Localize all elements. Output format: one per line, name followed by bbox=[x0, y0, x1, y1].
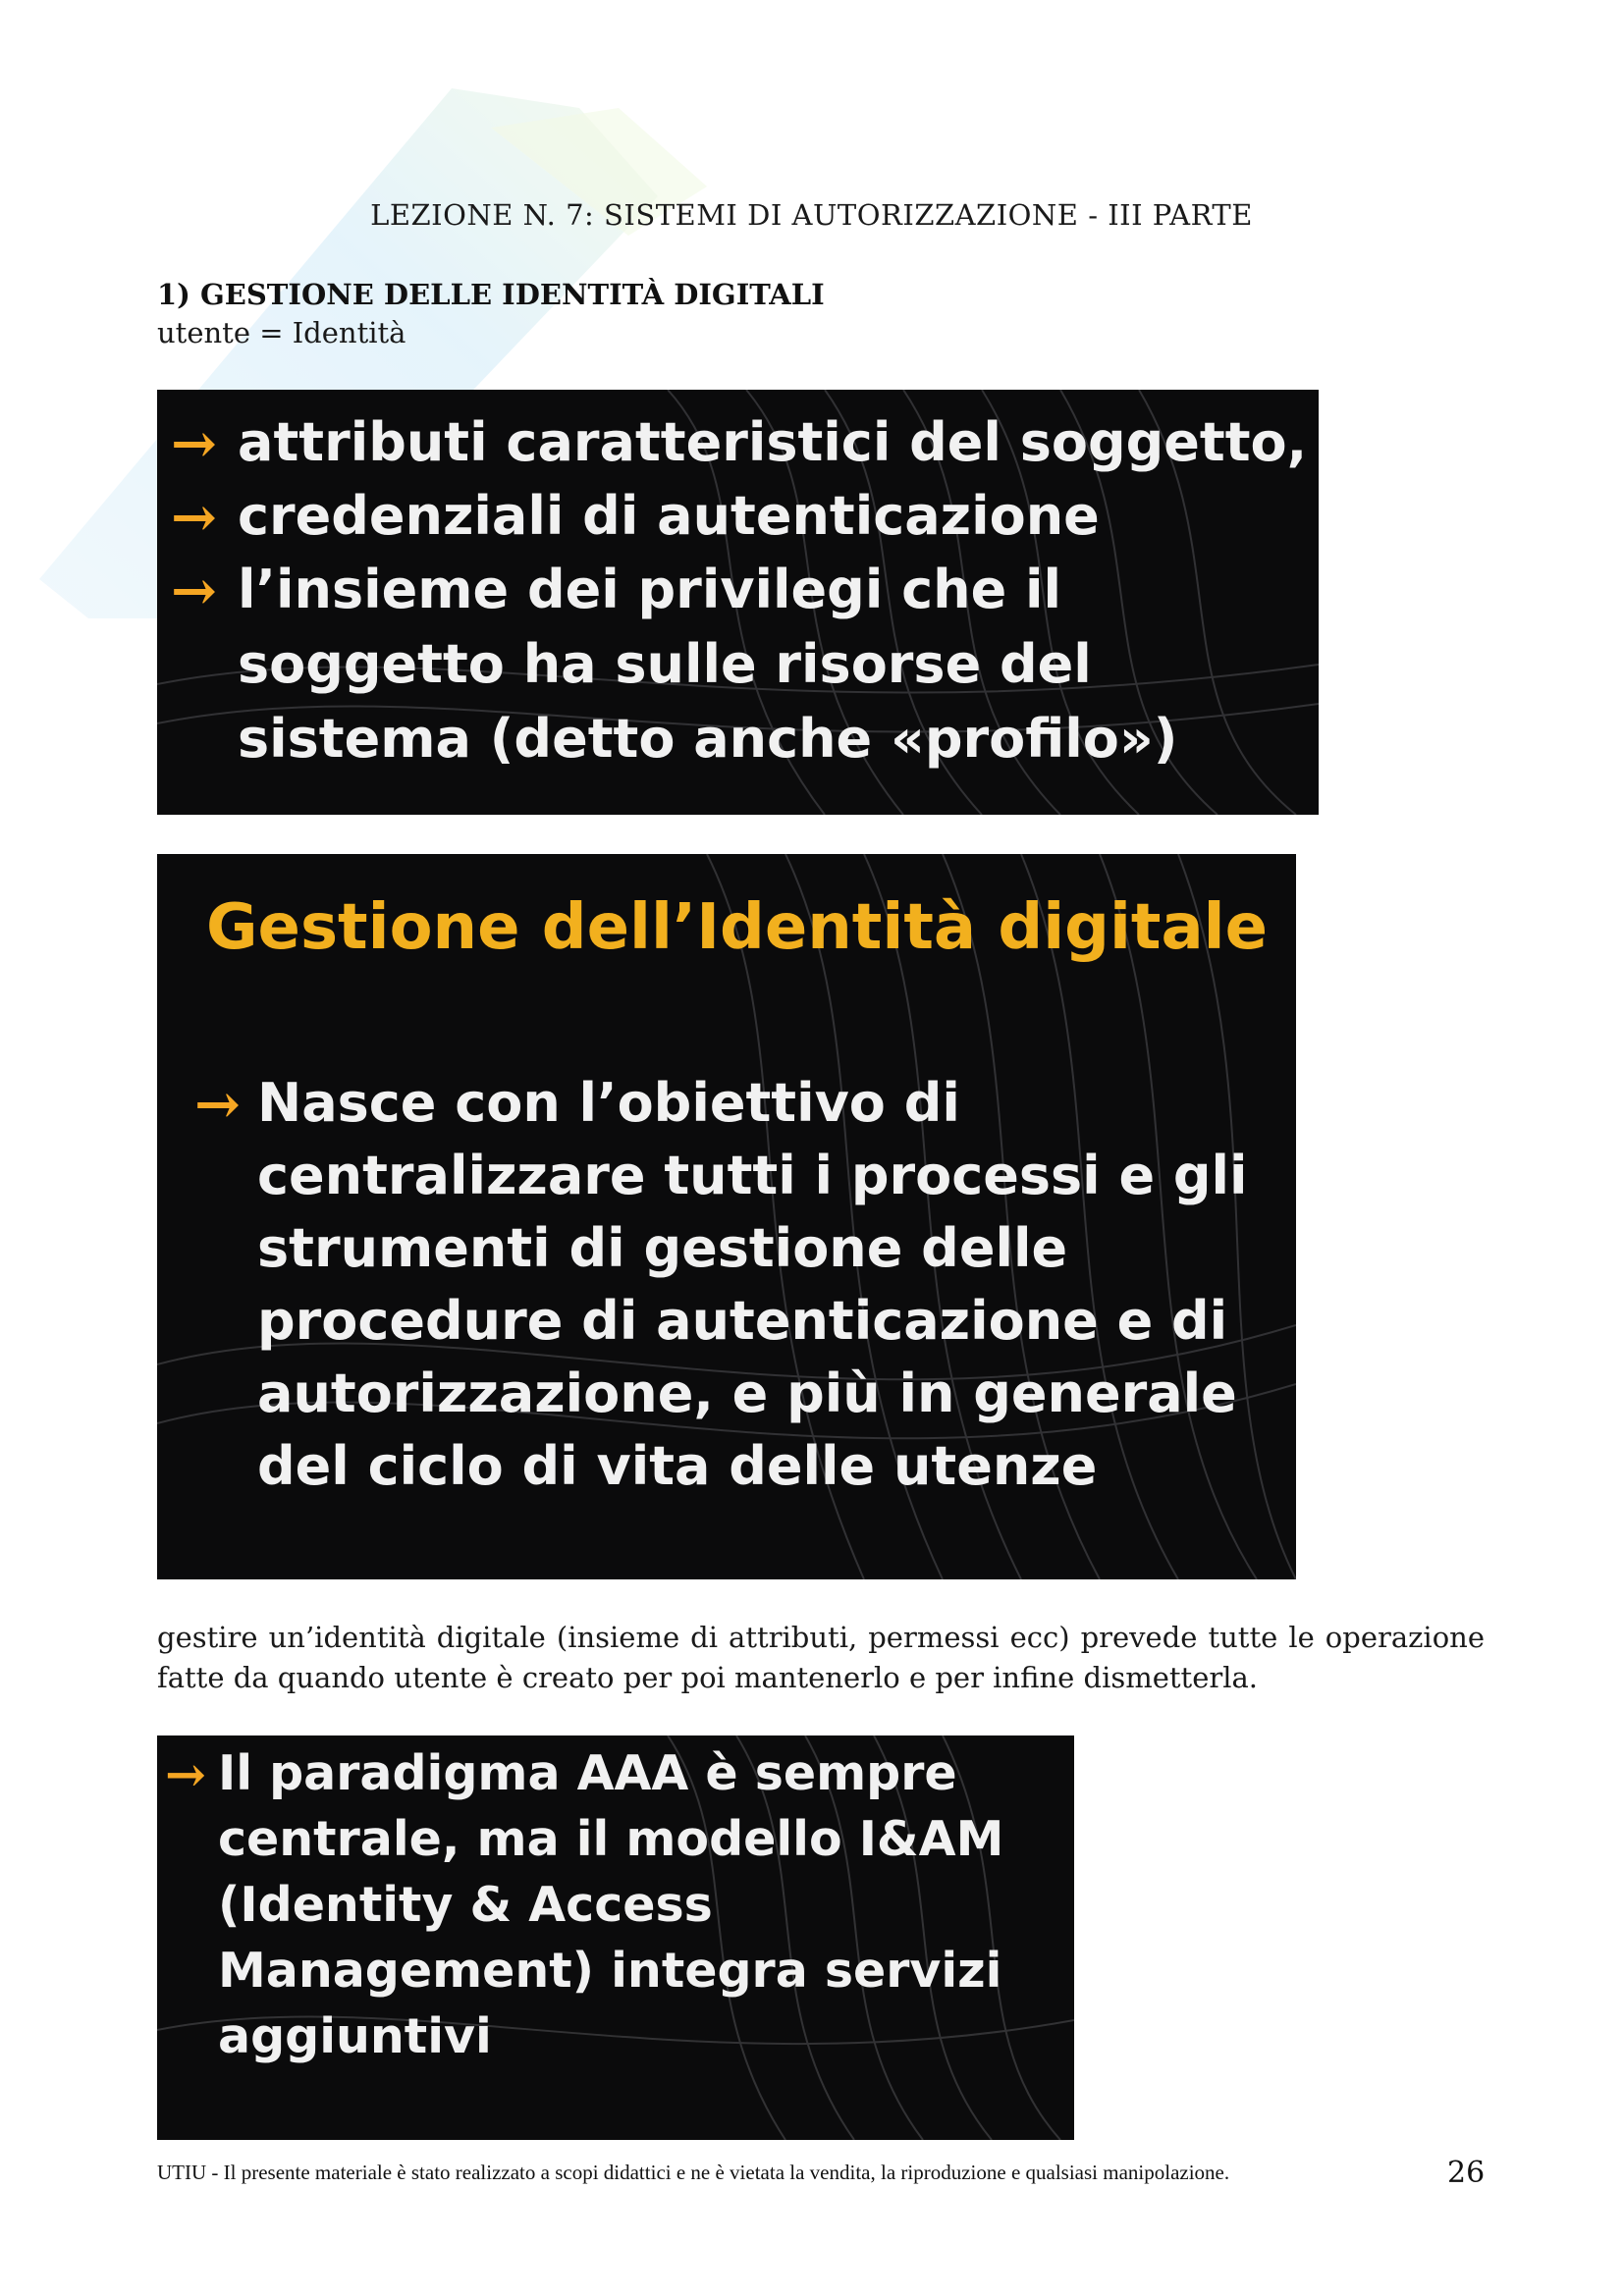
identity-subline: utente = Identità bbox=[157, 316, 406, 349]
section-heading: 1) GESTIONE DELLE IDENTITÀ DIGITALI bbox=[157, 278, 825, 311]
slide1-line: l’insieme dei privilegi che il bbox=[238, 559, 1062, 620]
slide-image-identity-management bbox=[157, 854, 1296, 1579]
right-arrow-icon: → bbox=[171, 485, 217, 550]
page-number: 26 bbox=[1447, 2156, 1486, 2190]
slide2-line: centralizzare tutti i processi e gli bbox=[257, 1145, 1248, 1206]
slide-image-aaa-paradigm bbox=[157, 1735, 1074, 2140]
right-arrow-icon: → bbox=[165, 1745, 206, 1803]
slide1-line: credenziali di autenticazione bbox=[238, 485, 1100, 547]
slide2-title: Gestione dell’Identità digitale bbox=[206, 891, 1268, 964]
right-arrow-icon: → bbox=[194, 1072, 241, 1137]
footer-disclaimer: UTIU - Il presente materiale è stato realizzato a scopi didattici e ne è vietata la vendita, la riproduzione e qualsiasi manipolazione. bbox=[157, 2161, 1230, 2184]
slide1-line: soggetto ha sulle risorse del bbox=[238, 633, 1092, 695]
slide1-line: sistema (detto anche «profilo») bbox=[238, 708, 1178, 770]
slide2-line: Nasce con l’obiettivo di bbox=[257, 1072, 960, 1134]
slide1-line: attributi caratteristici del soggetto, bbox=[238, 411, 1308, 473]
slide2-line: procedure di autenticazione e di bbox=[257, 1290, 1228, 1352]
slide3-line: Management) integra servizi bbox=[218, 1943, 1002, 1999]
slide2-line: strumenti di gestione delle bbox=[257, 1217, 1068, 1279]
slide2-line: autorizzazione, e più in generale bbox=[257, 1362, 1237, 1424]
body-paragraph: gestire un’identità digitale (insieme di attributi, permessi ecc) prevede tutte le operazione fatte da quando utente è creato per poi mantenerlo e per infine dismetterla. bbox=[157, 1621, 1485, 1694]
right-arrow-icon: → bbox=[171, 411, 217, 476]
slide-image-identity-attributes bbox=[157, 390, 1319, 815]
slide3-line: (Identity & Access bbox=[218, 1877, 713, 1933]
slide2-line: del ciclo di vita delle utenze bbox=[257, 1435, 1098, 1497]
lesson-title: LEZIONE N. 7: SISTEMI DI AUTORIZZAZIONE - III PARTE bbox=[370, 198, 1253, 232]
slide3-line: Il paradigma AAA è sempre bbox=[218, 1745, 957, 1801]
slide3-line: centrale, ma il modello I&AM bbox=[218, 1811, 1004, 1867]
slide3-line: aggiuntivi bbox=[218, 2008, 492, 2064]
right-arrow-icon: → bbox=[171, 559, 217, 623]
